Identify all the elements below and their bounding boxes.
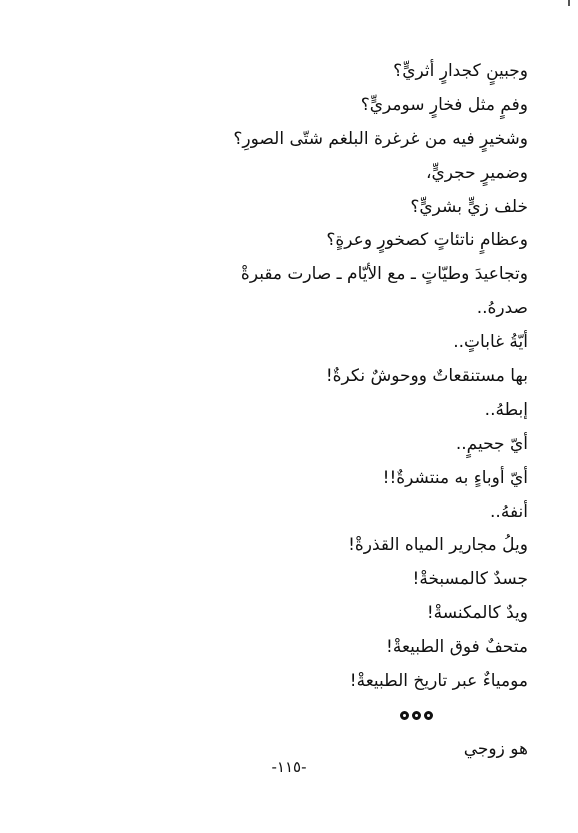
poem-line: ويلُ مجارير المياه القذرةْ! xyxy=(348,535,528,556)
page-number: -١١٥- xyxy=(271,758,307,776)
poem-line: بها مستنقعاتٌ ووحوشٌ نكرةٌ! xyxy=(325,366,528,387)
poem-line: مومياءٌ عبر تاريخ الطبيعةْ! xyxy=(349,671,528,692)
poem-line: وضميرٍ حجريٍّ، xyxy=(425,162,528,183)
circle-icon xyxy=(400,711,409,720)
top-edge-mark xyxy=(568,0,570,6)
poem-line: أنفهُ.. xyxy=(490,501,528,522)
poem-line: وتجاعيدَ وطيّاتٍ ـ مع الأيّام ـ صارت مقبرةْ xyxy=(240,264,528,285)
poem-line: صدرهُ.. xyxy=(476,298,528,319)
poem-line: أيّةُ غاباتٍ.. xyxy=(453,332,528,353)
three-circles-icon xyxy=(48,699,528,733)
poem-body xyxy=(48,55,528,767)
poem-line: جسدٌ كالمسبخةْ! xyxy=(412,569,528,590)
poem-line: ويدٌ كالمكنسةْ! xyxy=(426,603,528,624)
circle-icon xyxy=(412,711,421,720)
poem-last-line: هو زوجي xyxy=(463,738,528,759)
poem-line: إبطهُ.. xyxy=(484,399,528,420)
poem-line: أيّ أوباءٍ به منتشرةٌ!! xyxy=(382,467,528,488)
poem-line: وعظامٍ ناتئاتٍ كصخورٍ وعرةٍ؟ xyxy=(326,230,528,251)
poem-line: وشخيرٍ فيه من غرغرة البلغم شتّى الصورِ؟ xyxy=(233,128,528,149)
poem-line: وجبينٍ كجدارٍ أثريٍّ؟ xyxy=(393,61,528,81)
poem-line: وفمٍ مثل فخارٍ سومريٍّ؟ xyxy=(360,94,528,115)
poem-line: أيّ جحيمٍ.. xyxy=(455,433,528,454)
poem-line: خلف زيٍّ بشريٍّ؟ xyxy=(410,196,528,217)
circle-icon xyxy=(424,711,433,720)
poem-line: متحفٌ فوق الطبيعةْ! xyxy=(386,637,528,658)
